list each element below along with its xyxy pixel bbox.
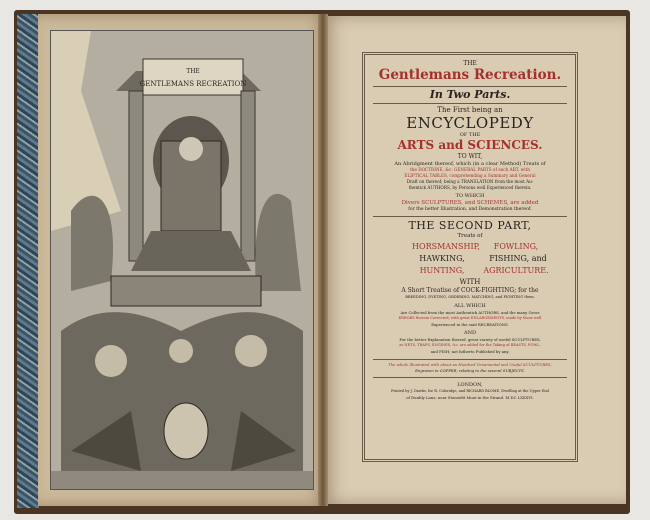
- subject-fowling: FOWLING,: [493, 242, 539, 251]
- title-page: [362, 52, 578, 462]
- subject-hawking: HAWKING,: [419, 254, 465, 263]
- subject-agriculture: AGRICULTURE.: [483, 266, 549, 275]
- divers-1: Divers SCULPTURES, and SCHEMES, are added: [401, 200, 539, 206]
- explanation-1: For the better Explanation thereof, great variety of useful SCULPTURES,: [399, 337, 541, 342]
- printed-1: Printed by J. Dawks, for R. Coleridge, and RICHARD BLOME, Dwelling at the Upper End: [391, 389, 549, 393]
- collected-1: Are Collected from the most Authentick AUTHORS, and the many Gross: [400, 310, 540, 315]
- rule-4: [373, 359, 567, 360]
- abridge-5: thentick AUTHORS, by Persons well Experienced therein.: [408, 185, 532, 190]
- all-which: ALL WHICH: [454, 303, 486, 309]
- subject-horsmanship: HORSMANSHIP,: [412, 242, 480, 251]
- whole-2: Engraven in COPPER, relating to the several SUBJECTS.: [415, 368, 525, 373]
- frontispiece-engraving: [50, 30, 314, 490]
- whole-1: The whole Illustrated with about an Hundred Ornamental and Useful SCULPTURES,: [388, 362, 552, 367]
- printed-2: of Dunbly Lane, near Stoneefit Moat in the Strand. M DC LXXXVI.: [406, 395, 534, 400]
- encyclopedy: ENCYCLOPEDY: [406, 114, 534, 132]
- and-label: AND: [464, 330, 476, 336]
- frontispiece-illustration: [51, 31, 313, 489]
- banner-title: GENTLEMANS RECREATION: [139, 80, 247, 88]
- cock-fighting: A Short Treatise of COCK-FIGHTING; for the: [401, 287, 539, 294]
- subject-hunting: HUNTING,: [419, 266, 465, 275]
- marbled-edge: [17, 14, 39, 508]
- to-which: TO WHICH: [455, 193, 485, 199]
- rule-1: [373, 86, 567, 87]
- london: LONDON,: [457, 382, 483, 388]
- title-parts: In Two Parts.: [429, 88, 511, 101]
- explanation-3: and FISH; not hitherto Published by any.: [430, 349, 510, 354]
- rule-5: [373, 377, 567, 378]
- abridge-4: Draft on thereof; being a TRANSLATION from the most Au-: [406, 179, 534, 184]
- title-main: Gentlemans Recreation.: [378, 67, 562, 83]
- rule-2: [373, 103, 567, 104]
- abridge-3: ELIPTICAL TABLES, comprehending a Summary and General: [404, 173, 536, 178]
- arts-sciences: ARTS and SCIENCES.: [397, 138, 543, 152]
- rule-3: [373, 216, 567, 217]
- banner-the: THE: [186, 68, 200, 75]
- second-part: THE SECOND PART,: [408, 219, 532, 232]
- title-the: THE: [463, 60, 477, 67]
- breeding: BREEDING, DYETING, ORDERING, MATCHING, and FIGHTING them.: [405, 295, 535, 299]
- divers-2: for the better Illustration, and Demonstration thereof.: [408, 207, 532, 212]
- abridge-1: An Abridgment thereof, which (in a clear Method) Treats of: [394, 161, 546, 167]
- with-label: WITH: [459, 278, 481, 286]
- first-being: The First being an: [437, 106, 503, 114]
- to-wit: TO WIT,: [457, 153, 483, 160]
- subject-fishing: FISHING, and: [489, 254, 547, 263]
- collected-2: ERRORS therein Corrected; with great ENLARGEMENTS, made by those well: [398, 316, 542, 320]
- of-the: OF THE: [459, 132, 481, 138]
- collected-3: Experienced in the said RECREATIONS.: [431, 322, 509, 327]
- book-gutter: [318, 14, 328, 506]
- explanation-2: as NETS, TRAPS, ENGINES, &c. are added for the Taking of BEASTS, FOWL,: [399, 343, 541, 347]
- abridge-2: the DOCTRINE, &c. GENERAL PARTS of each ART, with: [410, 167, 530, 172]
- treats-of: Treats of: [457, 233, 483, 239]
